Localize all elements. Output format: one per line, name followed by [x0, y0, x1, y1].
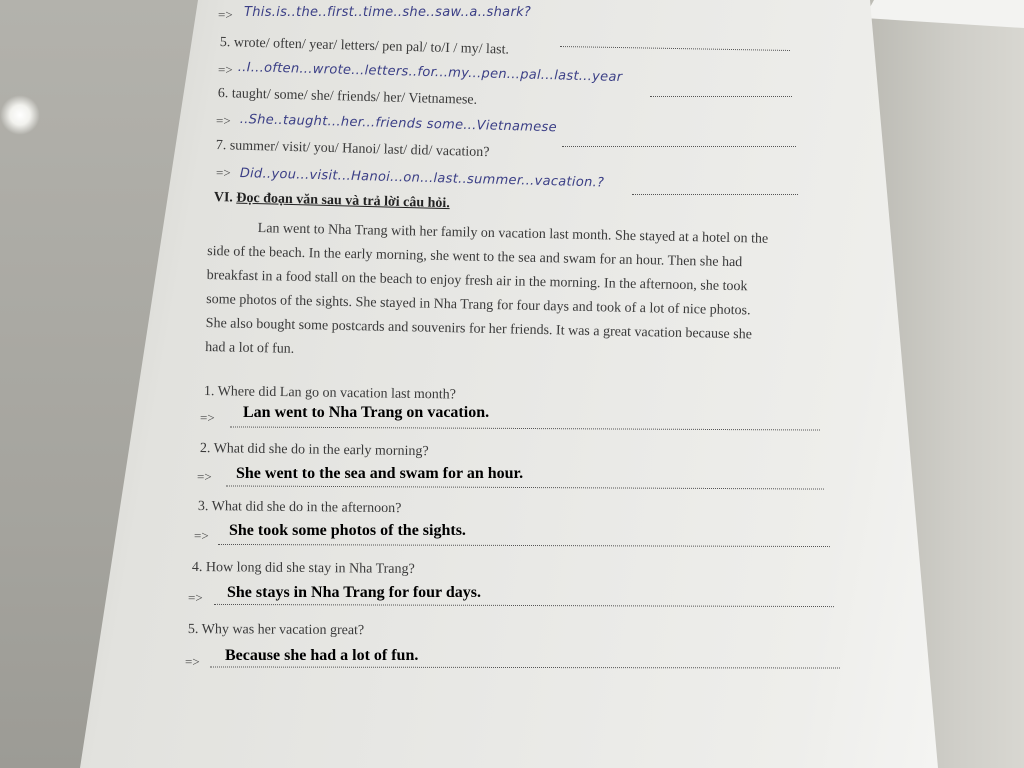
typed-answer[interactable]: She went to the sea and swam for an hour.	[236, 465, 524, 482]
exercise-arrow: =>	[216, 113, 231, 128]
section-title: Đọc đoạn văn sau và trả lời câu hỏi.	[236, 190, 450, 212]
passage-line: side of the beach. In the early morning, she went to the sea and swam for an hour. Then she had	[207, 243, 743, 271]
question-text: 1. Where did Lan go on vacation last month?	[203, 384, 457, 403]
answer-dotted-line	[632, 194, 798, 195]
handwritten-answer: ..I...often...wrote...letters..for...my...pen...pal...last...year	[237, 60, 623, 86]
typed-answer[interactable]: She stays in Nha Trang for four days.	[227, 584, 481, 601]
section-number: VI.	[213, 190, 234, 206]
exercise-prompt: 6. taught/ some/ she/ friends/ her/ Vietnamese.	[217, 86, 478, 108]
answer-arrow: =>	[197, 469, 212, 484]
handwritten-answer: ..She..taught...her...friends some...Vietnamese	[239, 112, 558, 136]
passage-line: had a lot of fun.	[205, 339, 295, 357]
answer-dotted-line	[562, 146, 796, 147]
typed-answer[interactable]: She took some photos of the sights.	[229, 522, 466, 539]
exercise-prompt: 5. wrote/ often/ year/ letters/ pen pal/ to/I / my/ last.	[219, 35, 510, 58]
answer-arrow: =>	[200, 410, 215, 425]
question-text: 2. What did she do in the early morning?	[199, 441, 429, 460]
question-text: 3. What did she do in the afternoon?	[197, 499, 402, 517]
passage-line: Lan went to Nha Trang with her family on vacation last month. She stayed at a hotel on the	[257, 221, 769, 247]
exercise-arrow: =>	[218, 62, 233, 77]
light-glare	[0, 95, 40, 135]
answer-arrow: =>	[188, 590, 203, 605]
typed-answer[interactable]: Because she had a lot of fun.	[225, 647, 419, 664]
exercise-arrow: =>	[218, 7, 233, 22]
handwritten-answer: Did..you...visit...Hanoi...on...last..summer...vacation.?	[239, 166, 605, 191]
question-text: 4. How long did she stay in Nha Trang?	[191, 560, 415, 577]
typed-answer[interactable]: Lan went to Nha Trang on vacation.	[243, 404, 490, 421]
passage-line: breakfast in a food stall on the beach to enjoy fresh air in the morning. In the afternoon, she took	[206, 267, 748, 295]
passage-line: She also bought some postcards and souvenirs for her friends. It was a great vacation because she	[205, 315, 753, 343]
handwritten-answer: This.is..the..first..time..she..saw..a..shark?	[244, 5, 532, 20]
passage-line: some photos of the sights. She stayed in Nha Trang for four days and took of a lot of nice photos.	[206, 291, 751, 319]
reading-passage	[205, 216, 872, 374]
answer-arrow: =>	[185, 654, 200, 669]
exercise-prompt: 7. summer/ visit/ you/ Hanoi/ last/ did/ vacation?	[215, 138, 490, 161]
answer-dotted-line	[650, 96, 792, 97]
answer-arrow: =>	[194, 528, 209, 543]
exercise-arrow: =>	[216, 165, 231, 180]
question-text: 5. Why was her vacation great?	[187, 622, 365, 639]
